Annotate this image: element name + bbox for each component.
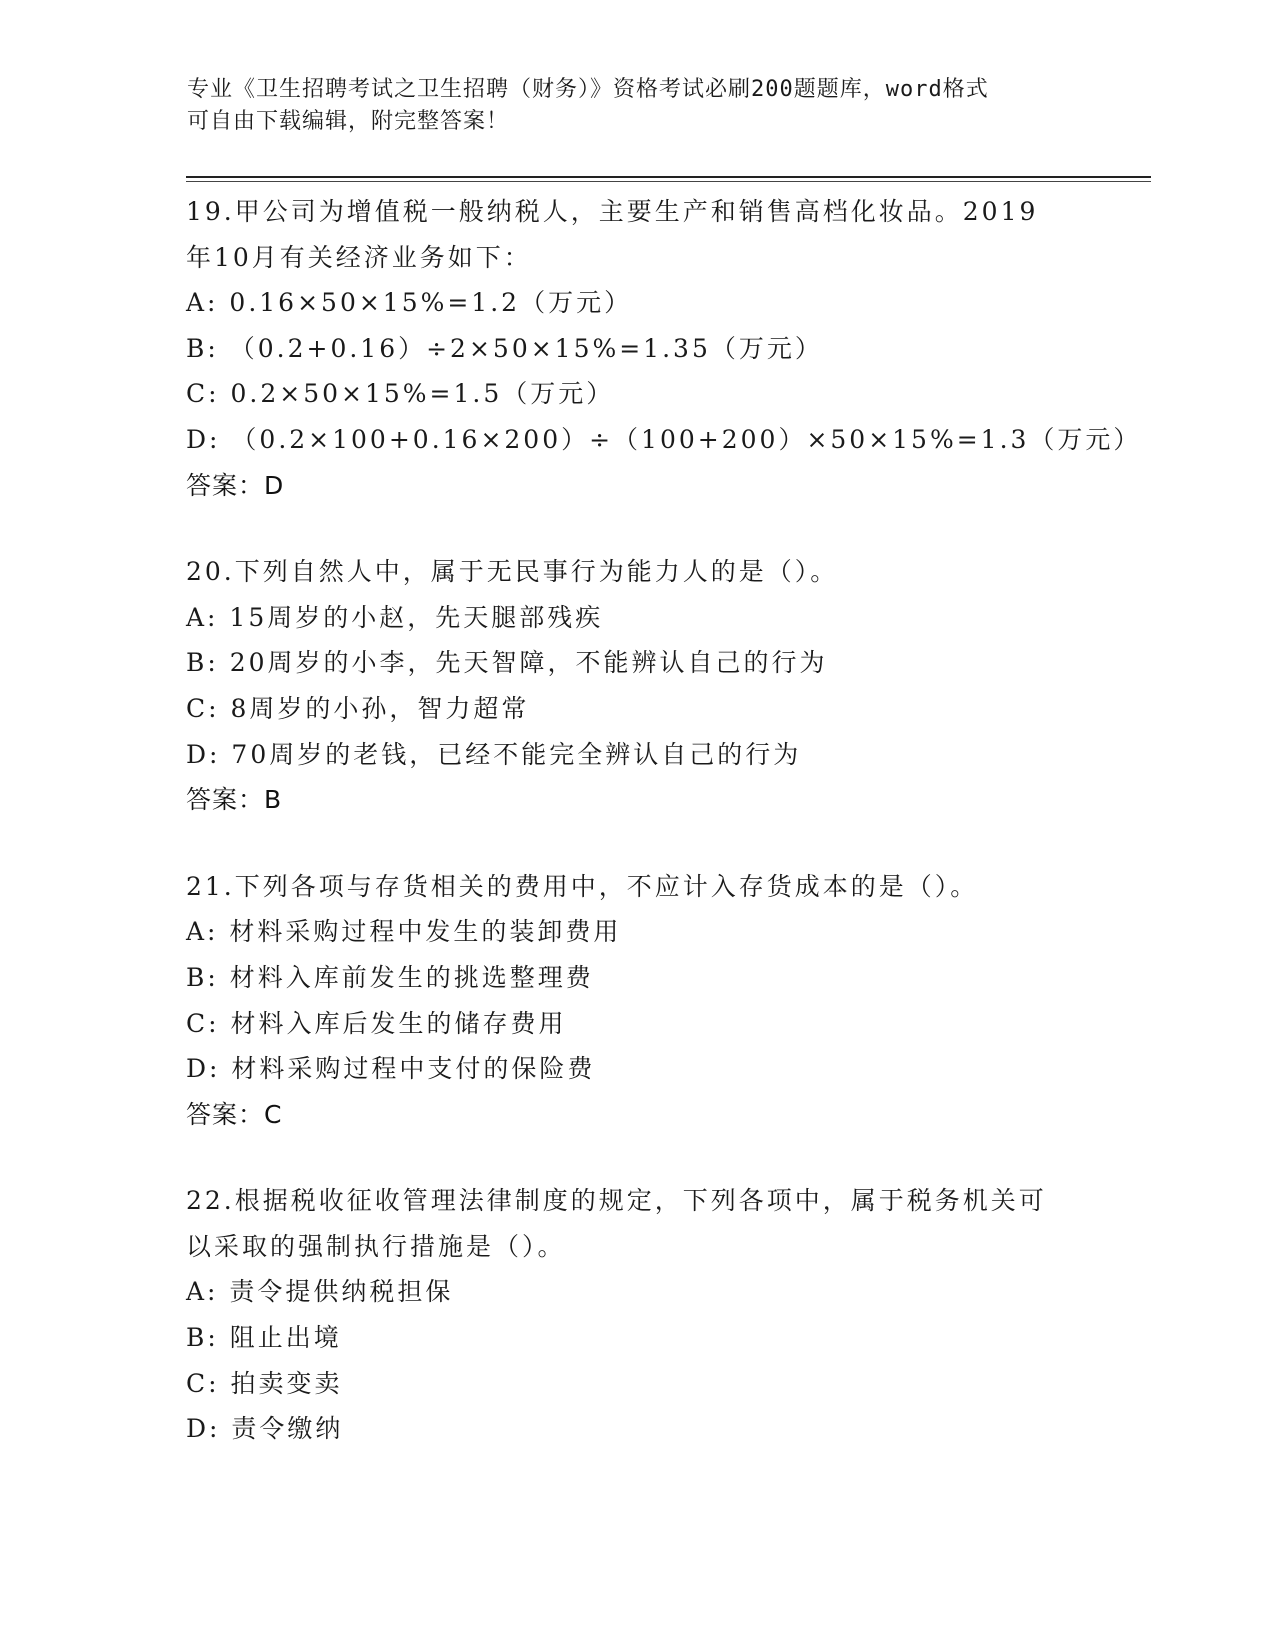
option-a: A: 责令提供纳税担保 (186, 1277, 454, 1307)
question-22 (186, 1178, 1086, 1452)
answer-line: 答案：D (186, 470, 285, 500)
question-stem-line: 20.下列自然人中，属于无民事行为能力人的是（）。 (186, 557, 839, 587)
option-c: C: 拍卖变卖 (186, 1368, 343, 1398)
question-stem-line: 年10月有关经济业务如下： (186, 242, 532, 272)
document-header (187, 74, 1067, 138)
option-d: D: 材料采购过程中支付的保险费 (186, 1054, 596, 1084)
option-b: B: 材料入库前发生的挑选整理费 (186, 962, 594, 992)
question-21 (186, 864, 1086, 1138)
question-stem-line: 以采取的强制执行措施是（）。 (186, 1231, 566, 1261)
question-stem-line: 19.甲公司为增值税一般纳税人，主要生产和销售高档化妆品。2019 (186, 197, 1039, 226)
option-d: D: （0.2×100+0.16×200）÷（100+200）×50×15%=1.3（万元） (186, 424, 1142, 454)
option-d: D: 70周岁的老钱，已经不能完全辨认自己的行为 (186, 739, 802, 769)
option-c: C: 材料入库后发生的储存费用 (186, 1008, 567, 1038)
option-a: A: 材料采购过程中发生的装卸费用 (186, 917, 622, 947)
option-d: D: 责令缴纳 (186, 1414, 344, 1444)
header-divider-thick (186, 176, 1151, 178)
answer-line: 答案：B (186, 785, 283, 815)
header-line-1: 专业《卫生招聘考试之卫生招聘（财务）》资格考试必刷200题题库，word格式 (187, 77, 989, 102)
option-c: C: 0.2×50×15%=1.5（万元） (186, 379, 615, 409)
question-stem-line: 21.下列各项与存货相关的费用中，不应计入存货成本的是（）。 (186, 871, 979, 901)
header-divider-thin (186, 181, 1151, 182)
option-a: A: 15周岁的小赵，先天腿部残疾 (186, 602, 604, 632)
question-stem-line: 22.根据税收征收管理法律制度的规定，下列各项中，属于税务机关可 (186, 1186, 1047, 1216)
option-b: B: （0.2+0.16）÷2×50×15%=1.35（万元） (186, 333, 823, 363)
header-line-2: 可自由下载编辑，附完整答案！ (187, 109, 510, 134)
option-c: C: 8周岁的小孙，智力超常 (186, 693, 530, 723)
option-b: B: 阻止出境 (186, 1323, 342, 1353)
question-20 (186, 549, 1086, 823)
answer-line: 答案：C (186, 1099, 283, 1129)
option-a: A: 0.16×50×15%=1.2（万元） (186, 288, 633, 318)
question-19 (186, 189, 1142, 508)
option-b: B: 20周岁的小李，先天智障，不能辨认自己的行为 (186, 648, 828, 678)
question-list (186, 189, 1142, 1493)
